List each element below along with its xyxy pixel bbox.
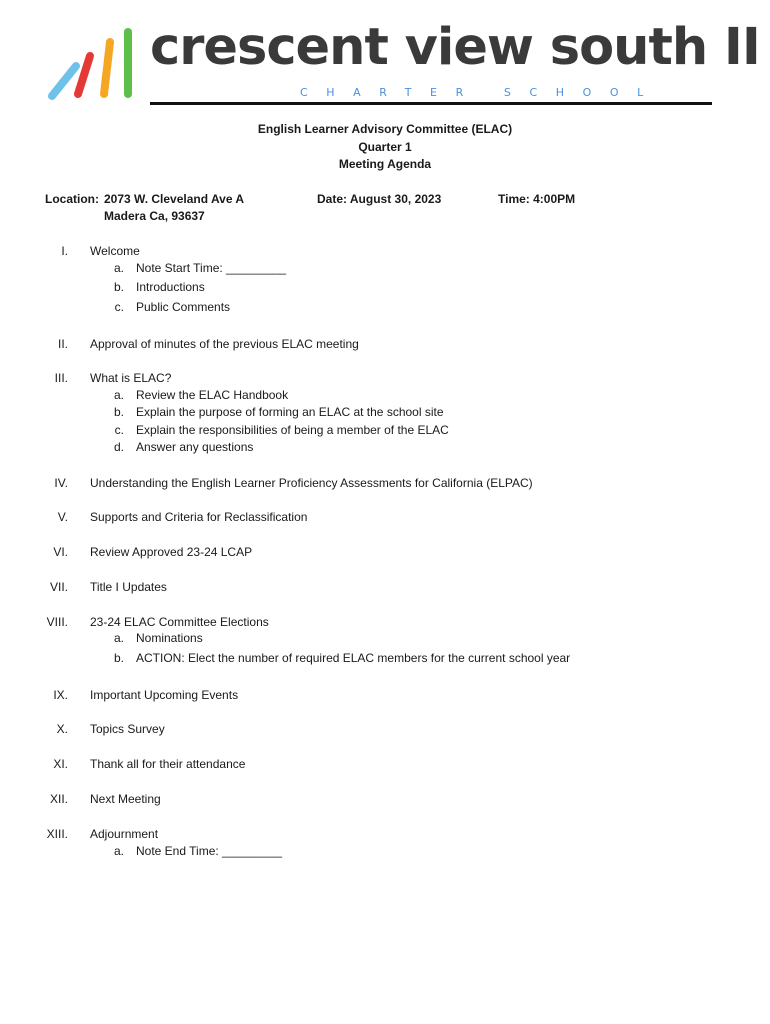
header-divider xyxy=(150,102,712,105)
subitem-letter: d. xyxy=(113,440,124,454)
subitem-text: Explain the responsibilities of being a member of the ELAC xyxy=(136,423,449,437)
agenda-item-number: VI. xyxy=(53,545,68,559)
subitem-text: Answer any questions xyxy=(136,440,254,454)
agenda-item-number: X. xyxy=(56,722,68,736)
agenda-item-number: XI. xyxy=(53,757,68,771)
location-label: Location: xyxy=(45,192,99,206)
agenda-item-text: Welcome xyxy=(90,244,140,258)
agenda-item-number: III. xyxy=(54,371,68,385)
agenda-item-text: Supports and Criteria for Reclassification xyxy=(90,510,308,524)
agenda-item-text: Approval of minutes of the previous ELAC meeting xyxy=(90,337,359,351)
subitem-letter: c. xyxy=(114,423,124,437)
meeting-time: Time: 4:00PM xyxy=(498,192,576,206)
subitem-letter: a. xyxy=(113,261,124,275)
document-title xyxy=(0,121,770,174)
school-subtitle: CHARTER SCHOOL xyxy=(300,86,662,99)
agenda-item-text: What is ELAC? xyxy=(90,371,172,385)
agenda-item-text: Review Approved 23-24 LCAP xyxy=(90,545,253,559)
logo-bar-orange xyxy=(104,42,110,94)
subitem-letter: c. xyxy=(114,300,124,314)
subitem-letter: b. xyxy=(113,651,124,665)
subitem-text: Explain the purpose of forming an ELAC at the school site xyxy=(136,405,444,419)
location-line-1: 2073 W. Cleveland Ave A xyxy=(104,192,245,206)
agenda-item-text: Important Upcoming Events xyxy=(90,688,239,702)
subitem-text: Introductions xyxy=(136,280,205,294)
agenda-item-number: II. xyxy=(57,337,68,351)
agenda-item-text: Adjournment xyxy=(90,827,159,841)
subitem-text: ACTION: Elect the number of required ELAC members for the current school year xyxy=(136,651,571,665)
school-name: crescent view south II xyxy=(150,18,760,77)
agenda-item-number: IX. xyxy=(53,688,68,702)
agenda-item-text: Thank all for their attendance xyxy=(90,757,246,771)
title-line-3: Meeting Agenda xyxy=(338,157,432,171)
title-line-2: Quarter 1 xyxy=(358,139,412,154)
agenda-item-text: Understanding the English Learner Proficiency Assessments for California (ELPAC) xyxy=(90,476,533,490)
subitem-letter: a. xyxy=(113,631,124,645)
subitem-text: Public Comments xyxy=(136,300,231,314)
agenda-item-number: VIII. xyxy=(46,615,68,629)
subitem-text: Review the ELAC Handbook xyxy=(136,388,289,402)
location-line-2: Madera Ca, 93637 xyxy=(104,209,205,223)
agenda-item-text: 23-24 ELAC Committee Elections xyxy=(90,615,269,629)
logo-bar-red xyxy=(78,56,90,94)
logo-bar-blue xyxy=(52,66,76,96)
meeting-date: Date: August 30, 2023 xyxy=(317,192,442,206)
agenda-item-text: Topics Survey xyxy=(90,722,165,736)
subitem-text: Nominations xyxy=(136,631,203,645)
agenda-item-text: Next Meeting xyxy=(90,792,161,806)
agenda-item-number: XII. xyxy=(49,792,68,806)
subitem-letter: b. xyxy=(113,405,124,419)
subitem-letter: b. xyxy=(113,280,124,294)
agenda-item-number: XIII. xyxy=(46,827,68,841)
school-logo-marks xyxy=(44,26,144,104)
agenda-item-text: Title I Updates xyxy=(90,580,167,594)
agenda-item-number: VII. xyxy=(49,580,68,594)
agenda-item-number: V. xyxy=(57,510,68,524)
agenda-item-number: IV. xyxy=(54,476,68,490)
title-line-1: English Learner Advisory Committee (ELAC) xyxy=(257,122,513,136)
subitem-text: Note Start Time: _________ xyxy=(136,261,287,275)
subitem-text: Note End Time: _________ xyxy=(136,844,283,858)
subitem-letter: a. xyxy=(113,388,124,402)
agenda-item-number: I. xyxy=(61,244,68,258)
subitem-letter: a. xyxy=(113,844,124,858)
